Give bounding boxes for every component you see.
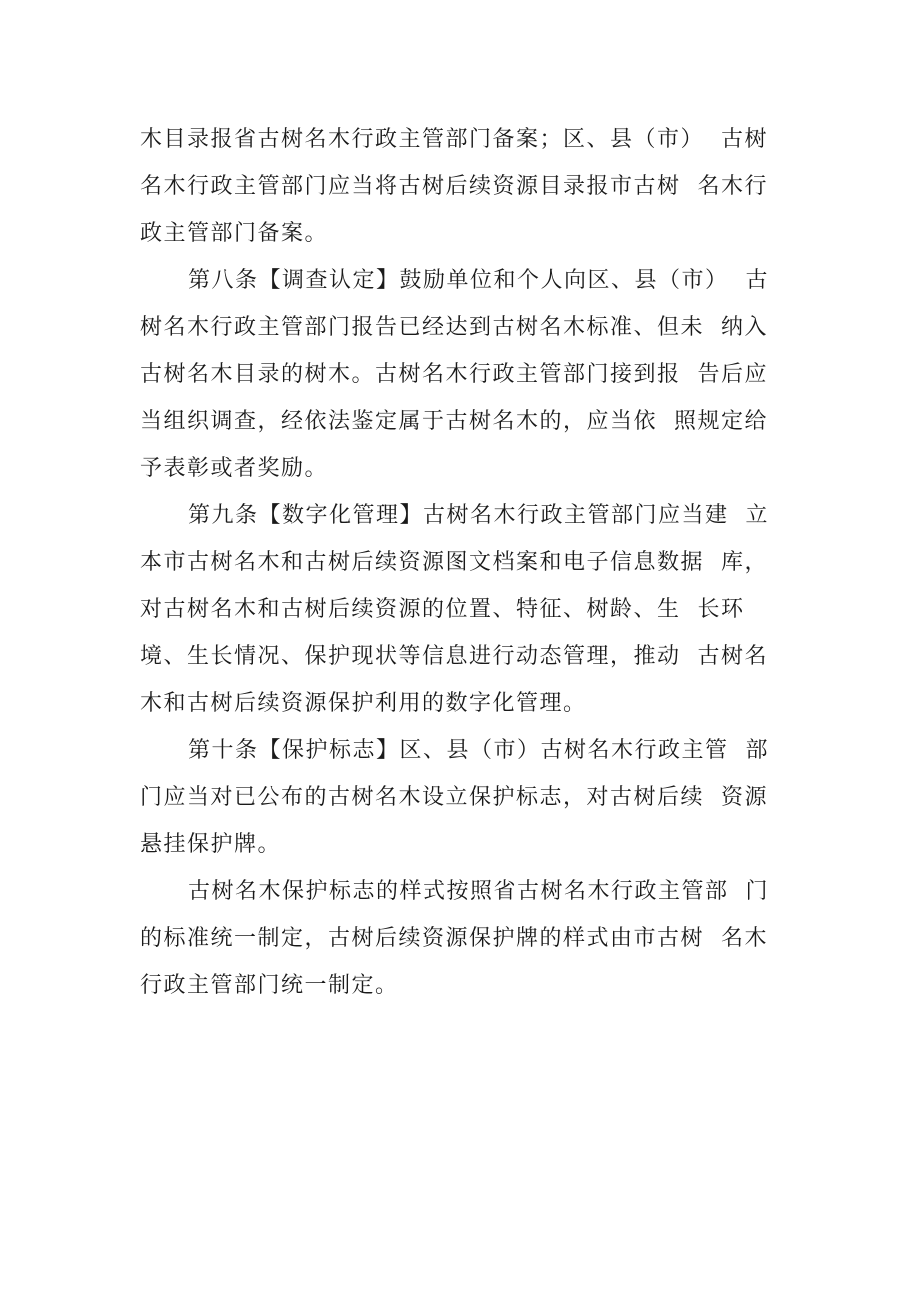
- article-10-heading-line: 第十条【保护标志】区、县（市）古树名木行政主管 部: [188, 738, 769, 763]
- article-10-para-2-line: 古树名木保护标志的样式按照省古树名木行政主管部 门: [188, 879, 769, 904]
- text-line: 木和古树后续资源保护利用的数字化管理。: [140, 691, 587, 716]
- text-line: 名木行政主管部门应当将古树后续资源目录报市古树 名木行: [140, 174, 768, 199]
- text-line: 古树名木目录的树木。古树名木行政主管部门接到报 告后应: [140, 362, 768, 387]
- text-line: 行政主管部门统一制定。: [140, 973, 399, 998]
- text-line: 木目录报省古树名木行政主管部门备案；区、县（市） 古树: [140, 127, 768, 152]
- document-body: [140, 116, 769, 1009]
- text-line: 悬挂保护牌。: [140, 832, 282, 857]
- text-line: 的标准统一制定，古树后续资源保护牌的样式由市古树 名木: [140, 926, 768, 951]
- text-line: 门应当对已公布的古树名木设立保护标志，对古树后续 资源: [140, 785, 768, 810]
- text-line: 予表彰或者奖励。: [140, 456, 329, 481]
- text-line: 本市古树名木和古树后续资源图文档案和电子信息数据 库，: [140, 550, 768, 575]
- text-line: 对古树名木和古树后续资源的位置、特征、树龄、生 长环: [140, 597, 745, 622]
- article-9-heading-line: 第九条【数字化管理】古树名木行政主管部门应当建 立: [188, 503, 769, 528]
- text-line: 当组织调查，经依法鉴定属于古树名木的，应当依 照规定给: [140, 409, 768, 434]
- text-line: 政主管部门备案。: [140, 221, 329, 246]
- article-8-heading-line: 第八条【调查认定】鼓励单位和个人向区、县（市） 古: [188, 268, 769, 293]
- text-line: 树名木行政主管部门报告已经达到古树名木标准、但未 纳入: [140, 315, 768, 340]
- text-line: 境、生长情况、保护现状等信息进行动态管理，推动 古树名: [140, 644, 768, 669]
